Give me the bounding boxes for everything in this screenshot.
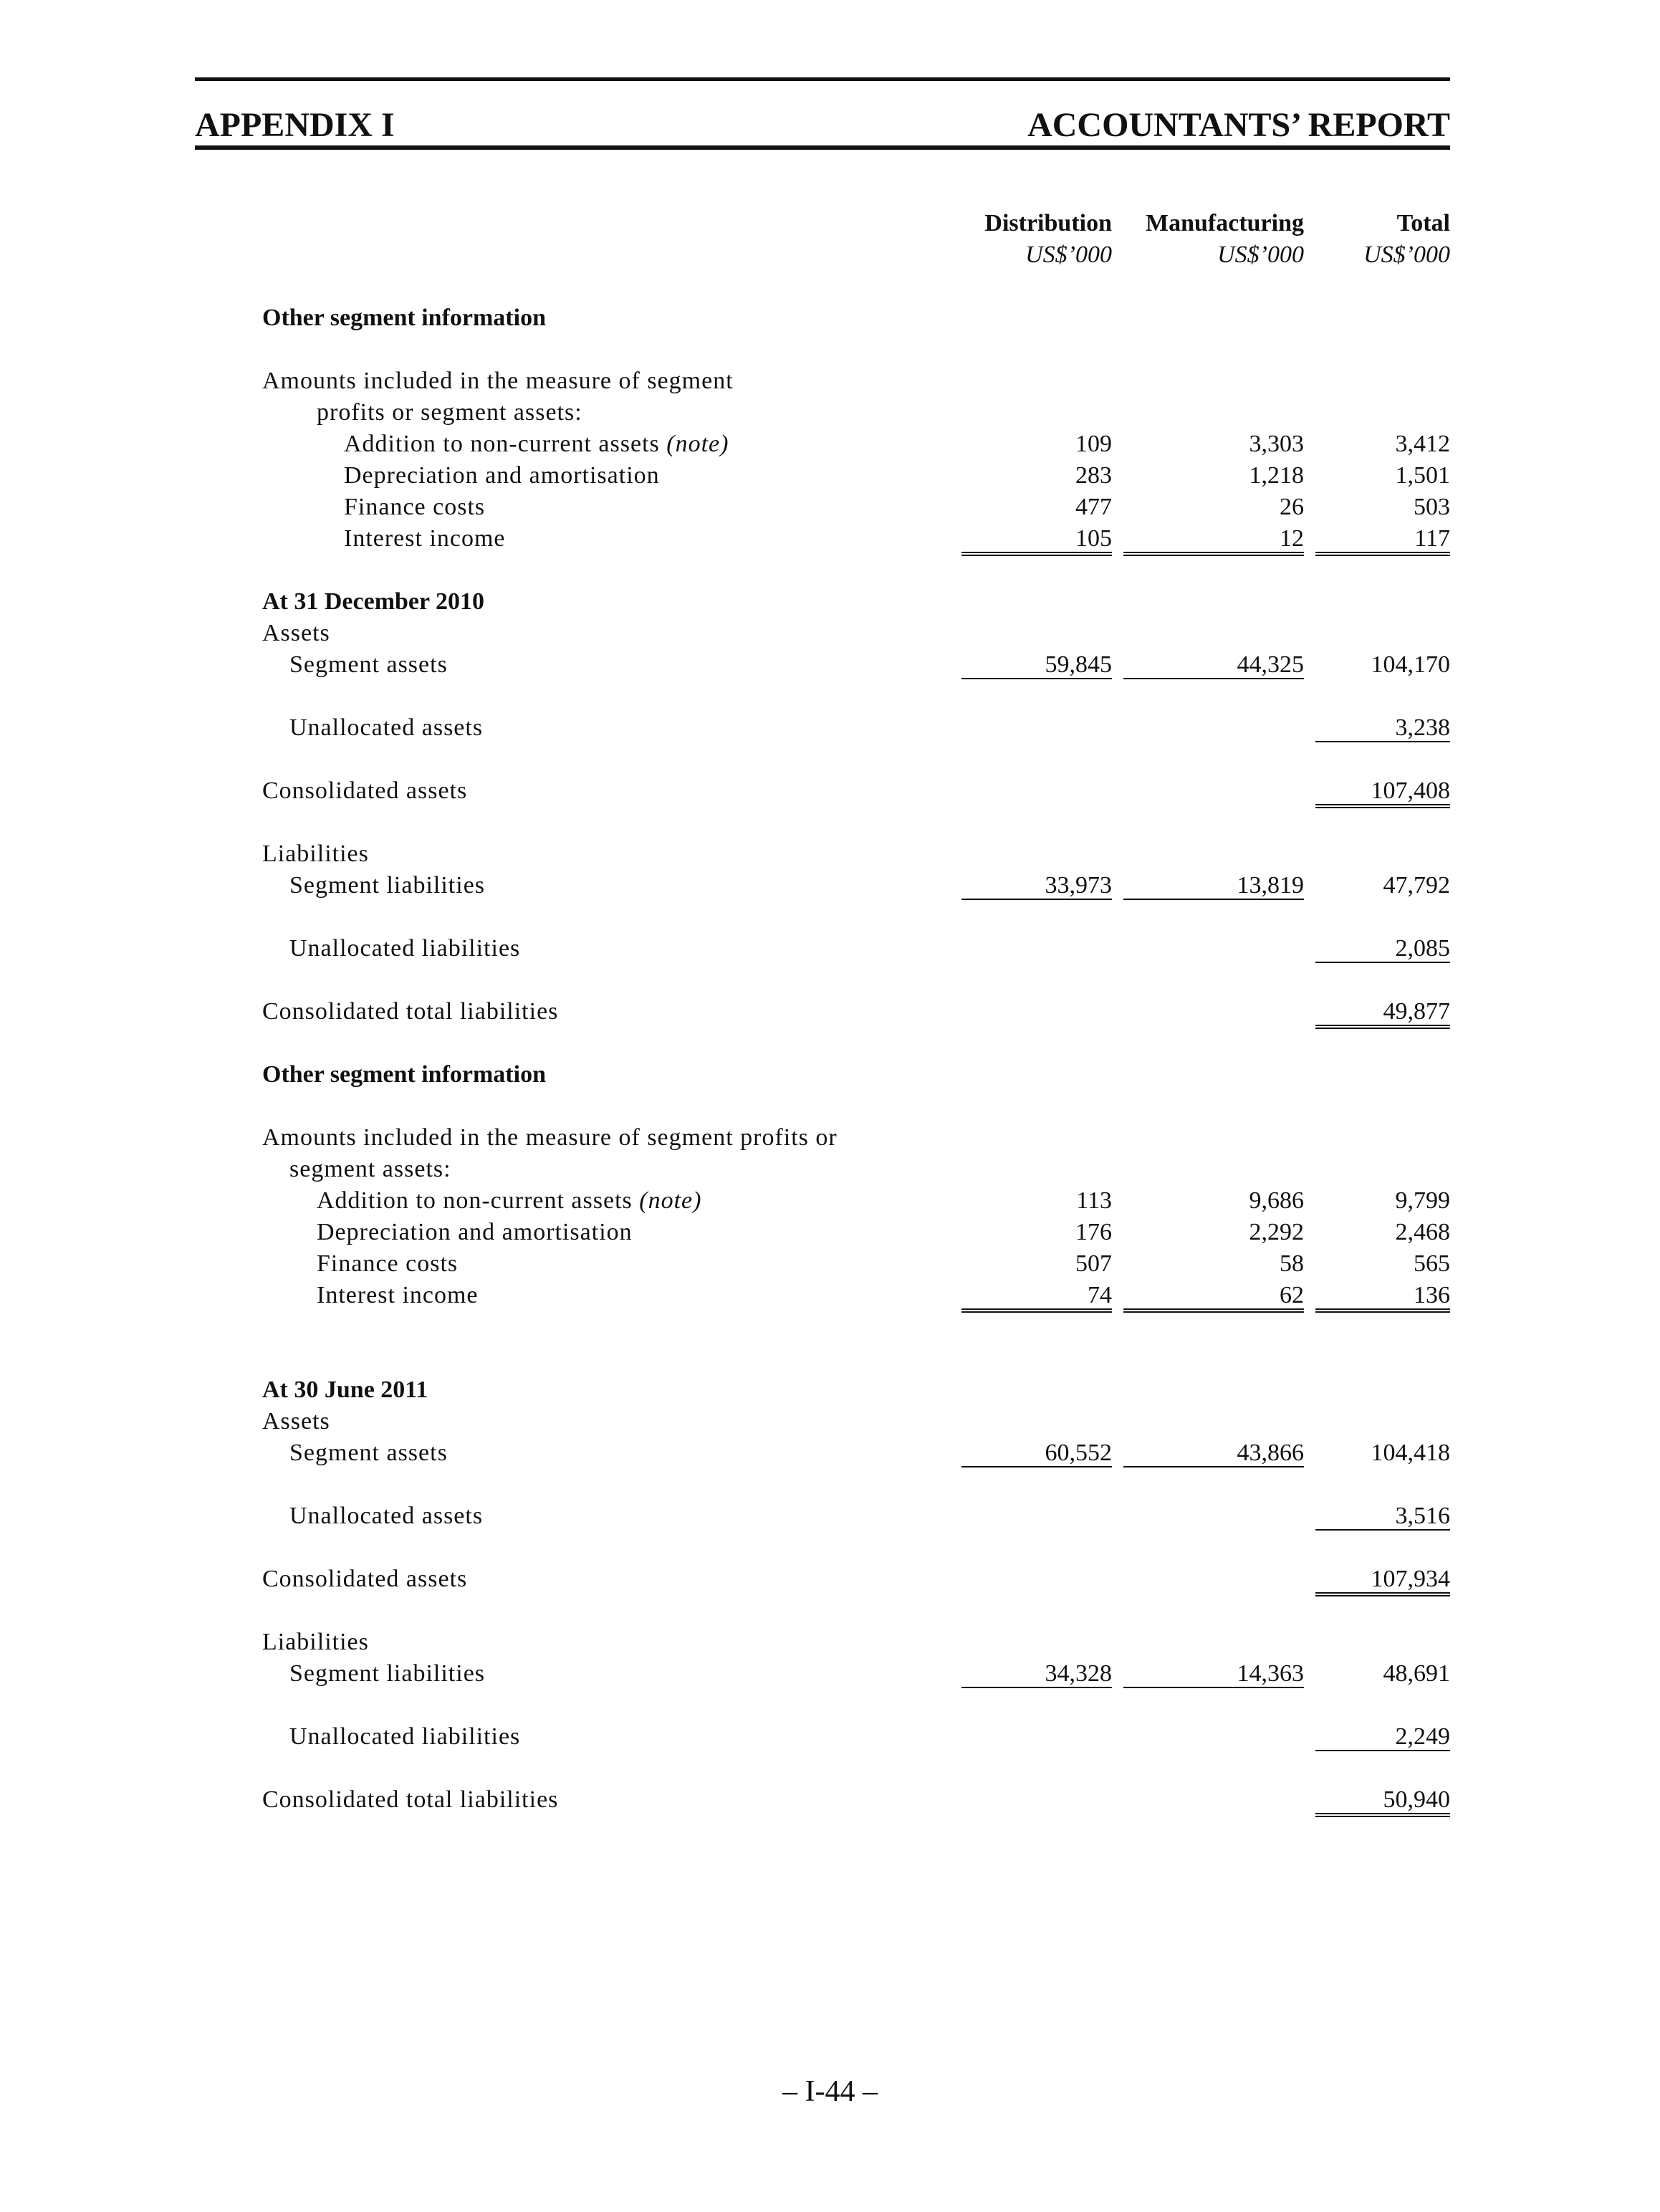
table-row: Depreciation and amortisation 176 2,292 2,468	[317, 1219, 1450, 1245]
assets-label: Assets	[262, 1408, 330, 1435]
table-row: Segment assets 59,845 44,325 104,170	[195, 649, 1450, 681]
table-row: Unallocated assets 3,238	[195, 712, 1450, 744]
page-number: – I-44 –	[782, 2075, 878, 2108]
table-row: Addition to non-current assets (note) 113 9,686 9,799	[317, 1187, 1450, 1214]
report-title: ACCOUNTANTS’ REPORT	[1027, 106, 1450, 144]
table-row: Consolidated assets 107,408	[195, 775, 1450, 807]
segment-table	[195, 208, 1450, 1816]
page-header	[195, 77, 1450, 150]
table-row: Finance costs 507 58 565	[317, 1250, 1450, 1277]
period-title: At 30 June 2011	[262, 1376, 428, 1403]
table-row: Consolidated total liabilities 50,940	[195, 1784, 1450, 1816]
liabilities-label: Liabilities	[262, 841, 369, 867]
section-title: Other segment information	[262, 305, 546, 331]
section-title: Other segment information	[262, 1061, 546, 1088]
table-row: Finance costs 477 26 503	[344, 494, 1450, 520]
column-header-total: Total	[1396, 210, 1450, 236]
section-intro: profits or segment assets:	[317, 399, 582, 426]
table-row: Consolidated total liabilities 49,877	[195, 996, 1450, 1028]
assets-label: Assets	[262, 620, 330, 646]
table-row: Segment liabilities 33,973 13,819 47,792	[195, 870, 1450, 901]
table-row: Consolidated assets 107,934	[195, 1564, 1450, 1595]
table-row: Depreciation and amortisation 283 1,218 1,501	[344, 462, 1450, 489]
table-row: Interest income 105 12 117	[195, 523, 1450, 555]
column-header-distribution: Distribution	[984, 210, 1112, 236]
table-row: Segment liabilities 34,328 14,363 48,691	[195, 1658, 1450, 1690]
column-unit: US$’000	[1363, 241, 1450, 268]
table-row: Addition to non-current assets (note) 109 3,303 3,412	[344, 431, 1450, 457]
table-row: Unallocated assets 3,516	[195, 1500, 1450, 1532]
table-row: Segment assets 60,552 43,866 104,418	[195, 1437, 1450, 1469]
column-header-row	[195, 208, 1450, 239]
table-row: Interest income 74 62 136	[195, 1280, 1450, 1311]
column-header-manufacturing: Manufacturing	[1146, 210, 1304, 236]
table-row: Unallocated liabilities 2,085	[195, 933, 1450, 964]
header-rule	[195, 145, 1450, 150]
section-intro: Amounts included in the measure of segment	[262, 368, 734, 394]
liabilities-label: Liabilities	[262, 1629, 369, 1655]
table-row: Unallocated liabilities 2,249	[195, 1721, 1450, 1753]
column-unit: US$’000	[1025, 241, 1112, 268]
period-title: At 31 December 2010	[262, 588, 485, 615]
section-intro: segment assets:	[289, 1156, 451, 1182]
appendix-label: APPENDIX I	[195, 106, 395, 144]
column-unit: US$’000	[1217, 241, 1304, 268]
column-unit-row	[195, 239, 1450, 271]
section-intro: Amounts included in the measure of segment profits or	[262, 1124, 838, 1151]
